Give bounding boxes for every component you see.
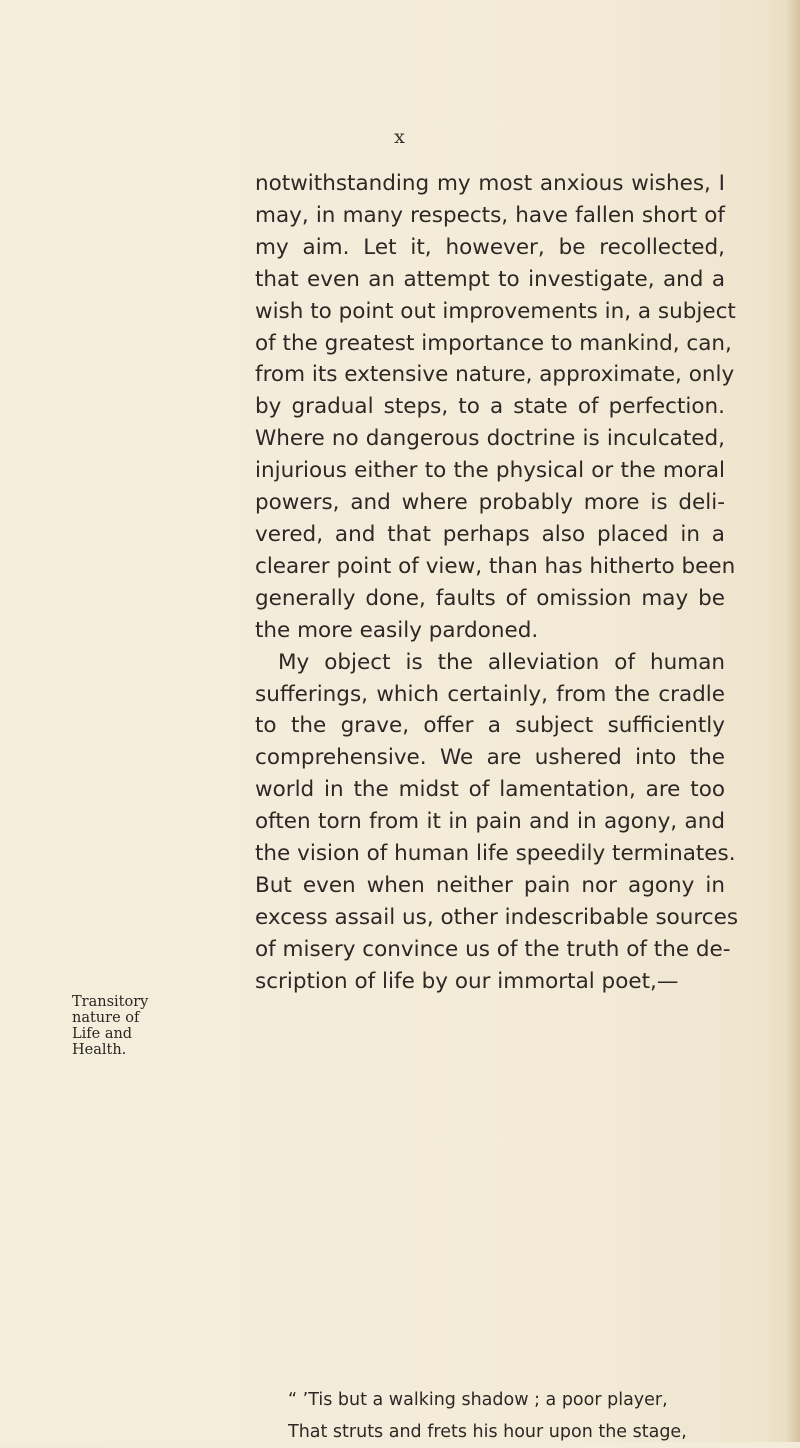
text-line: by gradual steps, to a state of perfection. — [255, 394, 725, 420]
text-line: from its extensive nature, approximate, only — [255, 362, 735, 388]
text-line: Where no dangerous doctrine is inculcated, — [255, 426, 725, 452]
text-line: often torn from it in pain and in agony, and — [255, 809, 725, 835]
text-line: of misery convince us of the truth of the de- — [255, 936, 731, 962]
text-line: of the greatest importance to mankind, can, — [255, 330, 732, 356]
text-line: vered, and that perhaps also placed in a — [255, 521, 725, 547]
text-line: sufferings, which certainly, from the cradle — [255, 681, 725, 707]
text-line: world in the midst of lamentation, are too — [255, 777, 725, 803]
text-line: my aim. Let it, however, be recollected, — [255, 234, 725, 260]
text-line: notwithstanding my most anxious wishes, I — [255, 171, 725, 196]
page-edge-shadow — [786, 0, 800, 1442]
margin-note-line: Life and — [72, 1026, 133, 1042]
text-line: the vision of human life speedily terminates. — [255, 841, 736, 867]
quote-line: That struts and frets his hour upon the stage, — [288, 1422, 687, 1442]
quote-line: “ ’Tis but a walking shadow ; a poor player, — [288, 1390, 668, 1410]
text-line: to the grave, offer a subject sufficiently — [255, 713, 725, 739]
text-line: But even when neither pain nor agony in — [255, 872, 725, 898]
text-line: scription of life by our immortal poet,— — [255, 968, 679, 994]
poetry-quote — [288, 1384, 728, 1448]
text-line: powers, and where probably more is deli- — [255, 490, 725, 516]
page-number: x — [394, 126, 406, 148]
text-line: that even an attempt to investigate, and a — [255, 266, 725, 292]
margin-note-line: nature of — [72, 1010, 140, 1026]
margin-note — [72, 994, 182, 1058]
text-line: injurious either to the physical or the moral — [255, 458, 725, 484]
margin-note-line: Health. — [72, 1042, 127, 1058]
text-line: generally done, faults of omission may be — [255, 585, 725, 611]
text-line: wish to point out improvements in, a subject — [255, 298, 736, 324]
margin-note-line: Transitory — [72, 994, 149, 1010]
text-line: excess assail us, other indescribable sources — [255, 904, 739, 930]
text-line: may, in many respects, have fallen short of — [255, 202, 725, 228]
text-line: My object is the alleviation of human — [278, 649, 725, 675]
body-paragraph — [255, 168, 739, 998]
text-line: the more easily pardoned. — [255, 617, 539, 643]
text-line: clearer point of view, than has hitherto been — [255, 553, 736, 579]
text-line: comprehensive. We are ushered into the — [255, 745, 725, 771]
